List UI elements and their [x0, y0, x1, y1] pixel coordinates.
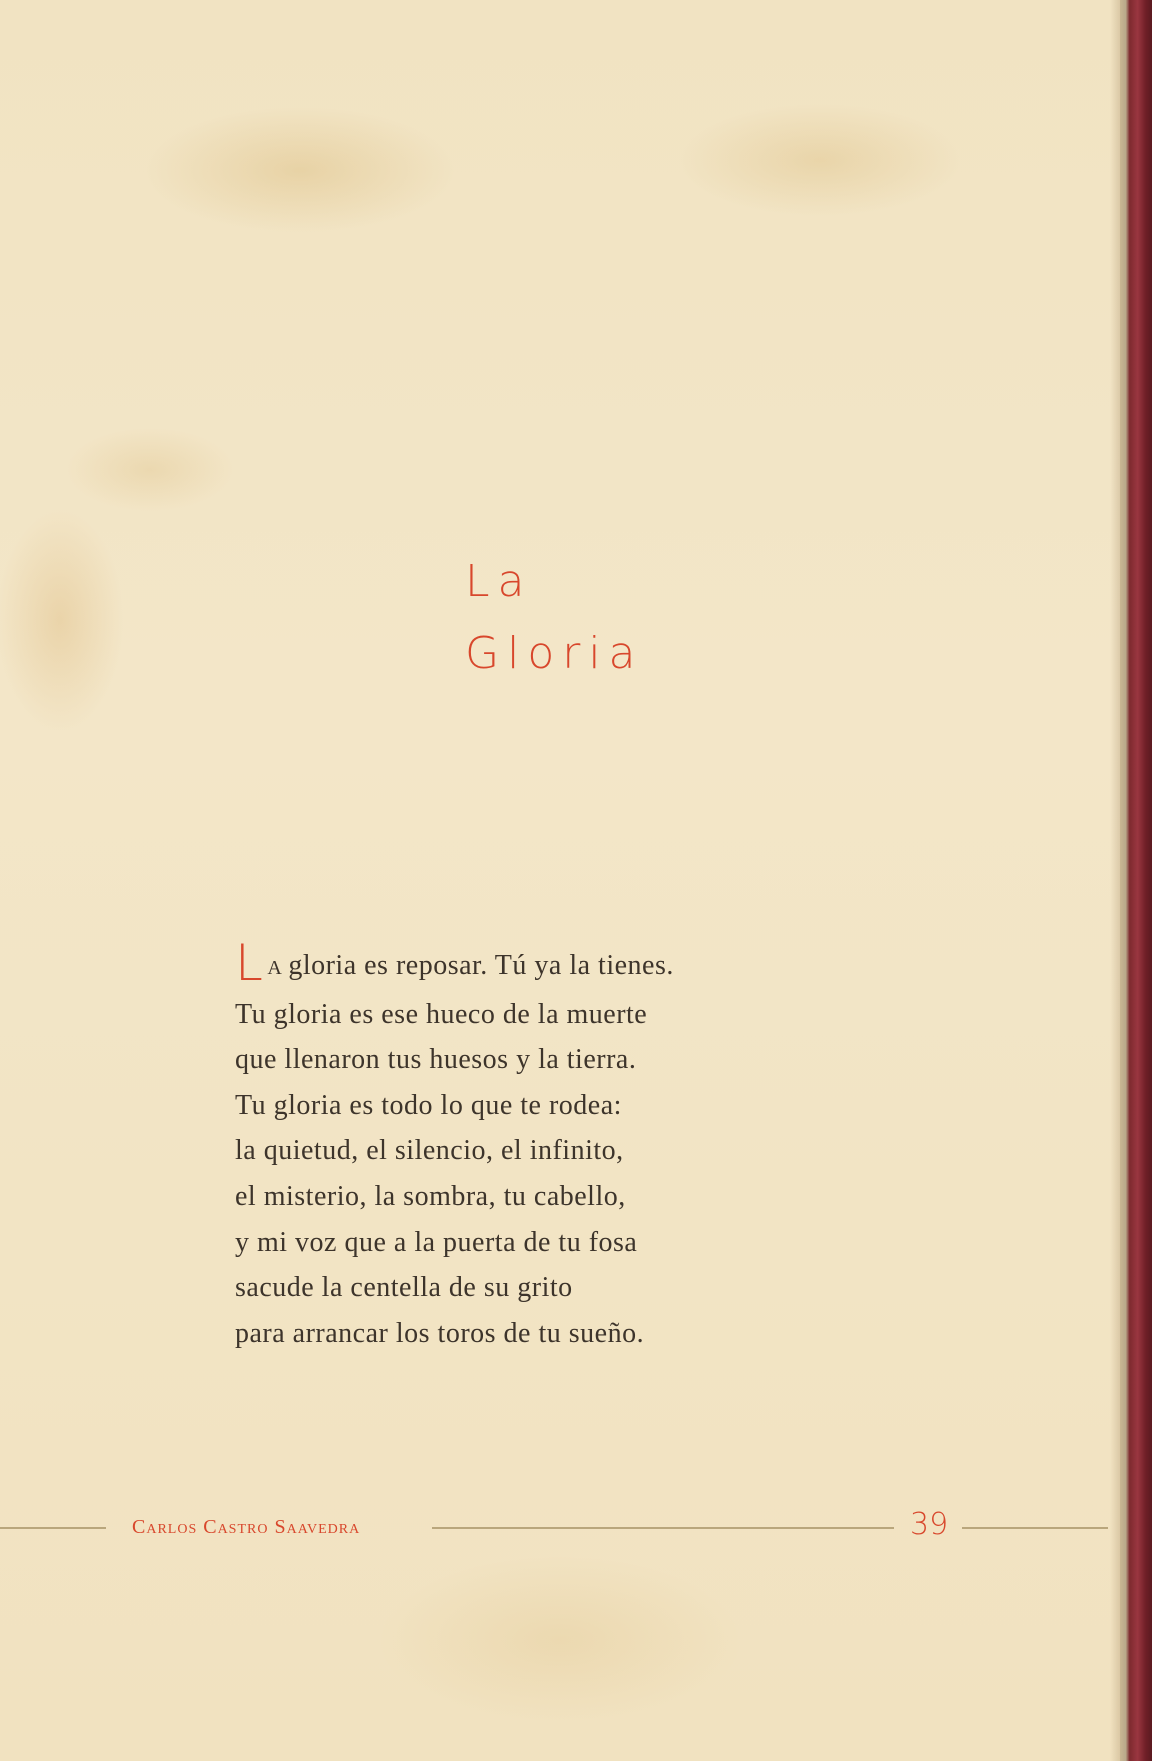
- poem-body: [235, 932, 795, 1356]
- poem-line-1: [235, 932, 795, 992]
- drop-cap: L: [235, 934, 264, 992]
- first-line-smallcap: A: [267, 957, 283, 979]
- poem-line-8: sacude la centella de su grito: [235, 1272, 573, 1304]
- poem-line-4: Tu gloria es todo lo que te rodea:: [235, 1089, 622, 1121]
- poem-line-3: que llenaron tus huesos y la tierra.: [235, 1044, 637, 1076]
- poem-line-9: para arrancar los toros de tu sueño.: [235, 1317, 645, 1349]
- footer-rule-left: [0, 1527, 106, 1529]
- poem-title: [465, 556, 644, 679]
- title-line-1: La: [465, 556, 533, 607]
- page-edge-shadow: [1110, 0, 1120, 1761]
- footer-rule-right: [962, 1527, 1108, 1529]
- title-line-2: Gloria: [465, 628, 644, 679]
- footer-author: Carlos Castro Saavedra: [132, 1516, 361, 1538]
- page-number: 39: [910, 1507, 949, 1542]
- poem-line-5: la quietud, el silencio, el infinito,: [235, 1135, 624, 1167]
- poem-line-6: el misterio, la sombra, tu cabello,: [235, 1180, 626, 1212]
- first-line-text: gloria es reposar. Tú ya la tienes.: [288, 950, 674, 981]
- poem-line-7: y mi voz que a la puerta de tu fosa: [235, 1226, 638, 1258]
- poem-line-2: Tu gloria es ese hueco de la muerte: [235, 998, 648, 1030]
- footer-rule-middle: [432, 1527, 894, 1529]
- book-binding: [1120, 0, 1152, 1761]
